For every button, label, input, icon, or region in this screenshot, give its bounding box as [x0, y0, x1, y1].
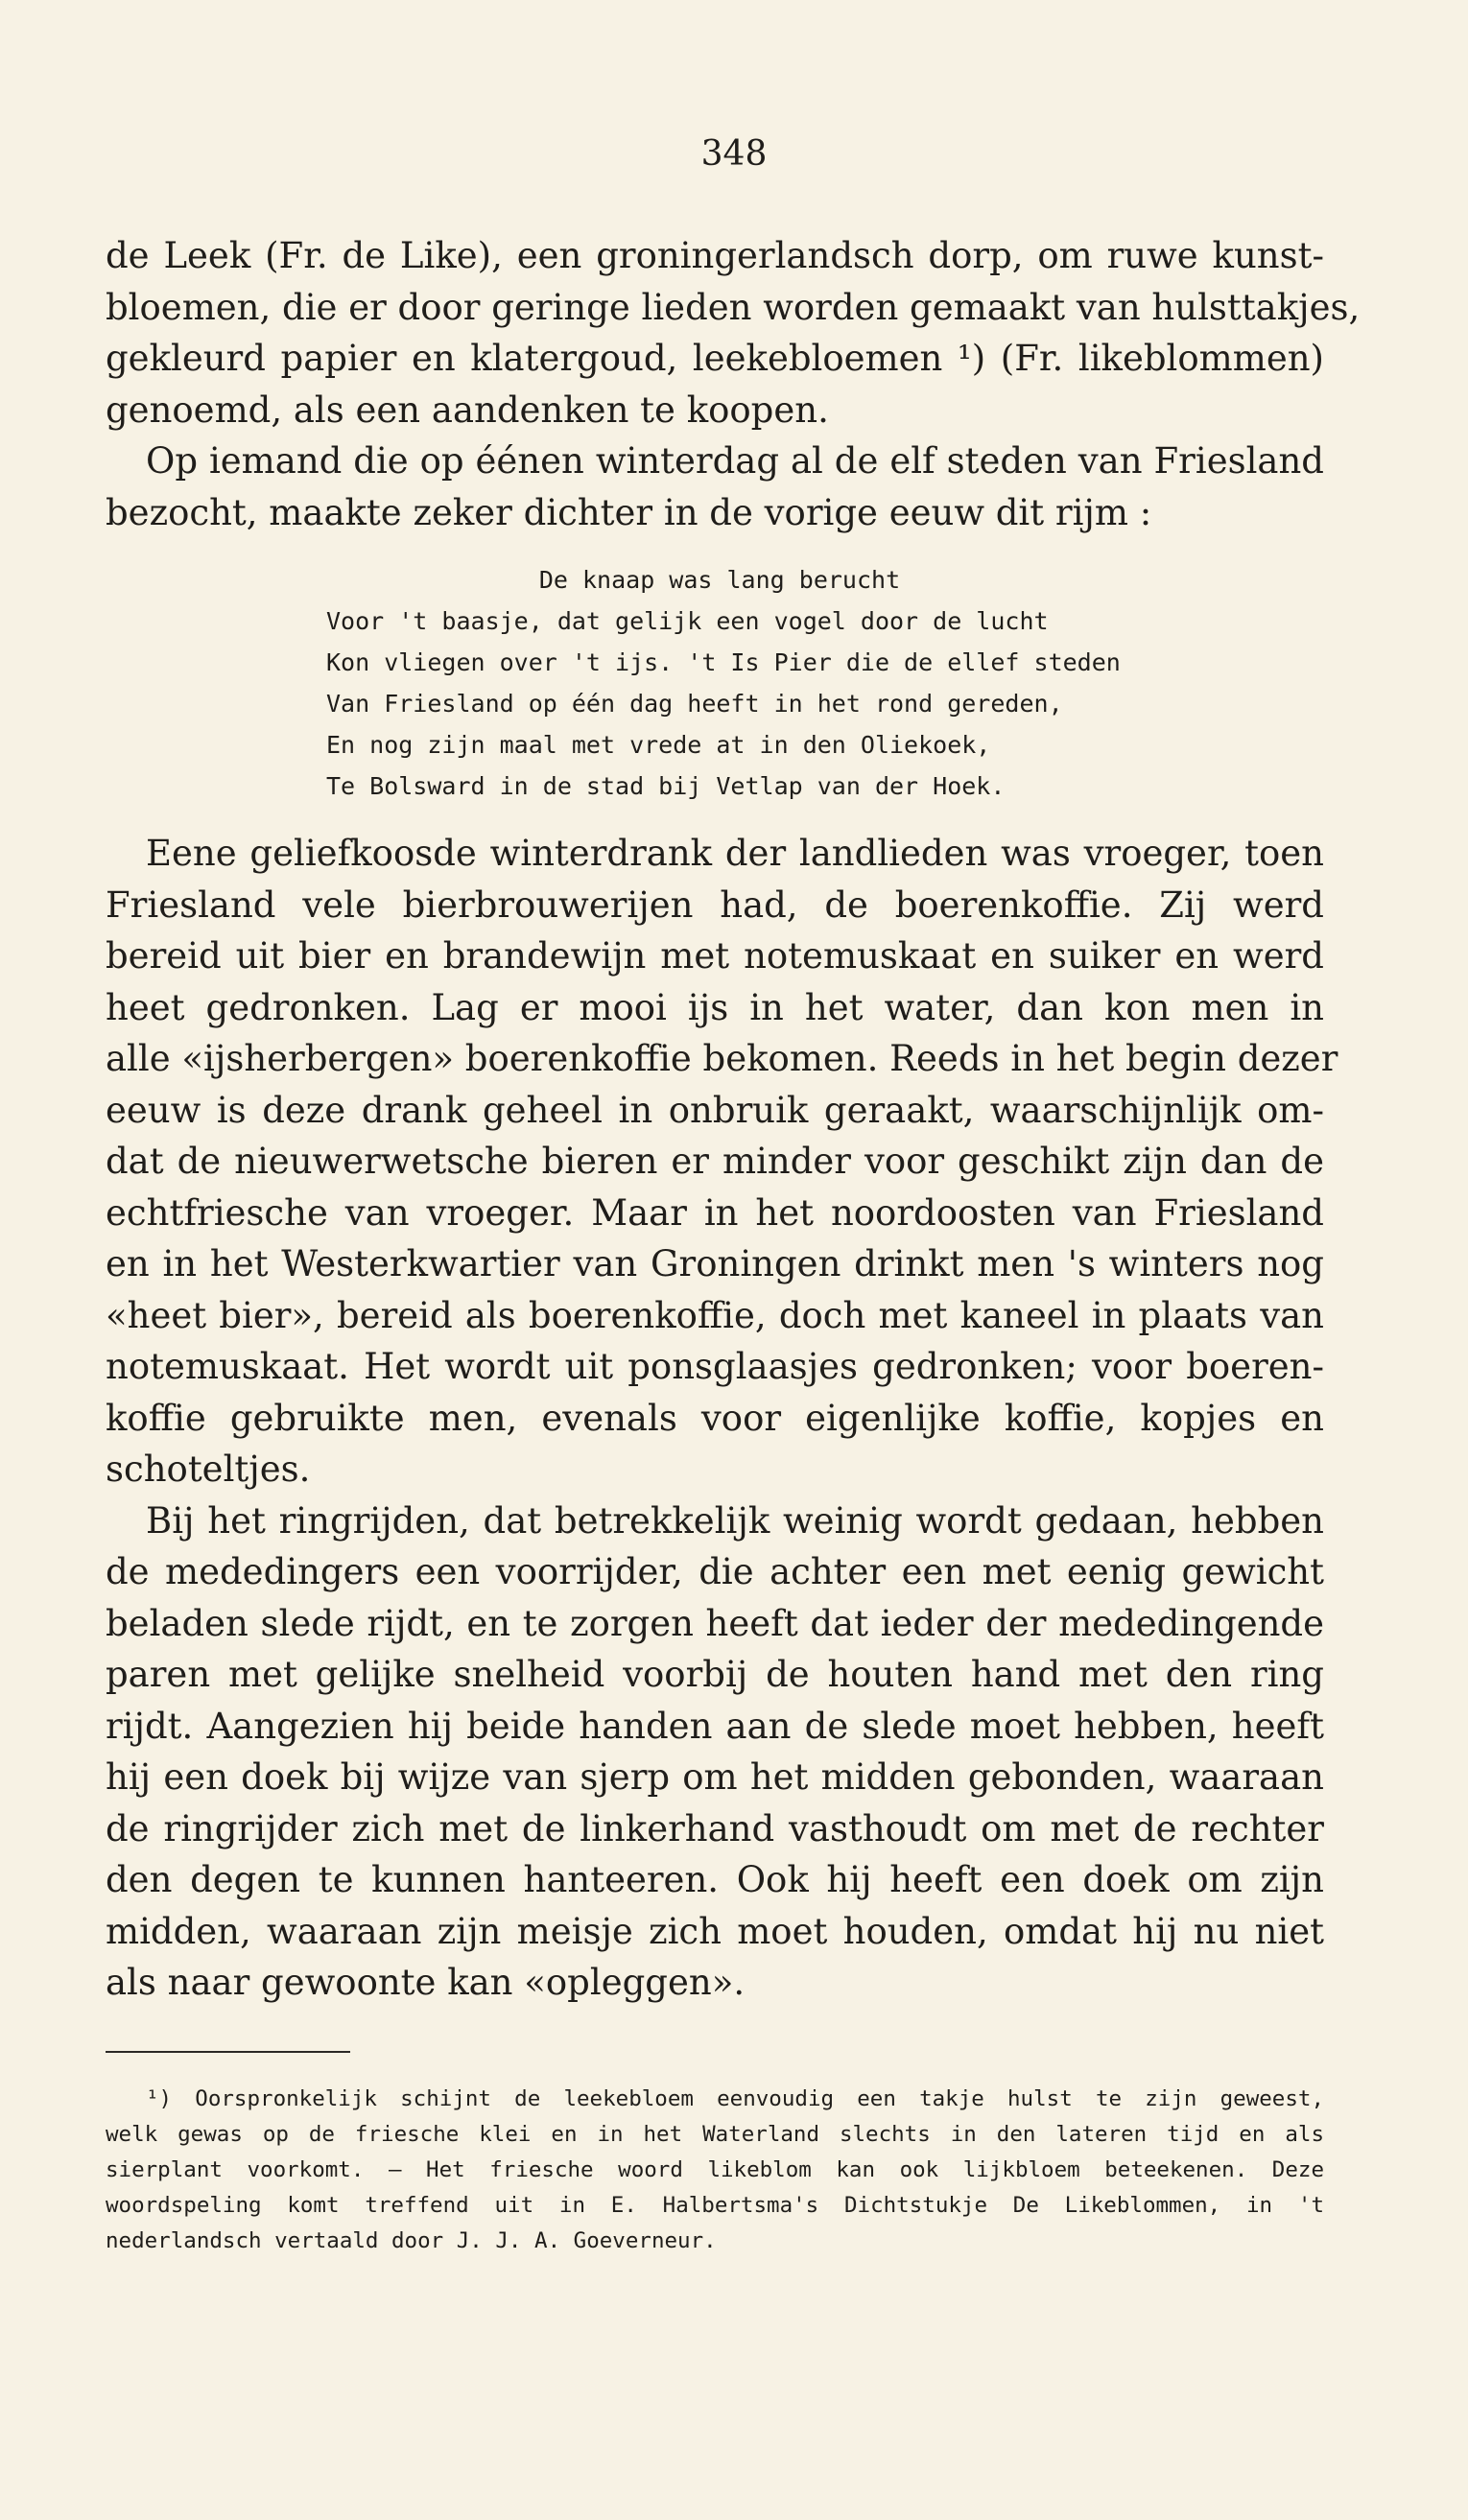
text-line: paren met gelijke snelheid voorbij de houten hand met den ring — [106, 1654, 1324, 1695]
text-line: Op iemand die op éénen winterdag al de elf steden van Friesland — [146, 440, 1324, 482]
paragraph-1 — [106, 230, 1361, 436]
text-line: bereid uit bier en brandewijn met notemuskaat en suiker en werd — [106, 935, 1324, 977]
text-line: rijdt. Aangezien hij beide handen aan de slede moet hebben, heeft — [106, 1705, 1324, 1747]
text-line: Eene geliefkoosde winterdrank der landlieden was vroeger, toen — [146, 833, 1324, 874]
text-line: alle «ijsherbergen» boerenkoffie bekomen. Reeds in het begin dezer — [106, 1038, 1338, 1079]
text-line: de Leek (Fr. de Like), een groningerlandsch dorp, om ruwe kunst- — [106, 235, 1324, 276]
text-line: de mededingers een voorrijder, die achter een met eenig gewicht — [106, 1551, 1324, 1592]
text-line: notemuskaat. Het wordt uit ponsglaasjes gedronken; voor boeren- — [106, 1346, 1324, 1387]
poem-line: Van Friesland op één dag heeft in het rond gereden, — [326, 690, 1063, 718]
text-line: en in het Westerkwartier van Groningen drinkt men 's winters nog — [106, 1243, 1324, 1284]
poem-line: De knaap was lang berucht — [538, 566, 901, 594]
text-line: gekleurd papier en klatergoud, leekebloemen ¹) (Fr. likeblommen) — [106, 338, 1324, 379]
footnote-line: sierplant voorkomt. — Het friesche woord likeblom kan ook lijkbloem beteekenen. Deze — [106, 2157, 1324, 2182]
text-line: beladen slede rijdt, en te zorgen heeft dat ieder der mededingende — [106, 1602, 1324, 1644]
main-text — [106, 230, 1361, 2009]
footnote-line: woordspeling komt treffend uit in E. Halbertsma's Dichtstukje De Likeblommen, in 't — [106, 2193, 1324, 2218]
text-line: heet gedronken. Lag er mooi ijs in het water, dan kon men in — [106, 986, 1324, 1028]
text-line: midden, waaraan zijn meisje zich moet houden, omdat hij nu niet — [106, 1910, 1324, 1952]
text-line: hij een doek bij wijze van sjerp om het midden gebonden, waaraan — [106, 1756, 1324, 1798]
text-line: echtfriesche van vroeger. Maar in het noordoosten van Friesland — [106, 1191, 1324, 1234]
text-line: dat de nieuwerwetsche bieren er minder voor geschikt zijn dan de — [106, 1141, 1324, 1182]
page-number: 348 — [700, 134, 768, 174]
footnote-divider — [106, 2051, 350, 2053]
text-line: schoteltjes. — [106, 1448, 311, 1490]
paragraph-4 — [106, 1496, 1324, 2009]
paragraph-2 — [106, 436, 1324, 538]
text-line: de ringrijder zich met de linkerhand vasthoudt om met de rechter — [106, 1807, 1324, 1849]
footnote-line: nederlandsch vertaald door J. J. A. Goeverneur. — [106, 2228, 717, 2253]
poem-line: Voor 't baasje, dat gelijk een vogel door de lucht — [326, 607, 1049, 635]
text-line: eeuw is deze drank geheel in onbruik geraakt, waarschijnlijk om- — [106, 1089, 1324, 1131]
poem-line: Kon vliegen over 't ijs. 't Is Pier die de ellef steden — [326, 648, 1121, 676]
text-line: genoemd, als een aandenken te koopen. — [106, 389, 829, 431]
text-line: koffie gebruikte men, evenals voor eigenlijke koffie, kopjes en — [106, 1397, 1324, 1439]
poem — [106, 559, 1324, 807]
footnote-line: welk gewas op de friesche klei en in het Waterland slechts in den lateren tijd en als — [106, 2122, 1324, 2147]
poem-line: Te Bolsward in de stad bij Vetlap van der Hoek. — [326, 772, 1006, 800]
text-line: als naar gewoonte kan «opleggen». — [106, 1962, 746, 2003]
text-line: bloemen, die er door geringe lieden worden gemaakt van hulsttakjes, — [106, 286, 1361, 328]
paragraph-3 — [106, 828, 1338, 1496]
poem-line: En nog zijn maal met vrede at in den Oliekoek, — [326, 731, 991, 759]
text-line: «heet bier», bereid als boerenkoffie, doch met kaneel in plaats van — [106, 1294, 1324, 1336]
footnote-line: ¹) Oorspronkelijk schijnt de leekebloem eenvoudig een takje hulst te zijn geweest, — [146, 2086, 1324, 2111]
text-line: Friesland vele bierbrouwerijen had, de boerenkoffie. Zij werd — [106, 883, 1324, 926]
footnote — [106, 2082, 1324, 2259]
text-line: Bij het ringrijden, dat betrekkelijk weinig wordt gedaan, hebben — [146, 1499, 1324, 1542]
text-line: den degen te kunnen hanteeren. Ook hij heeft een doek om zijn — [106, 1859, 1324, 1900]
text-line: bezocht, maakte zeker dichter in de vorige eeuw dit rijm : — [106, 491, 1152, 533]
